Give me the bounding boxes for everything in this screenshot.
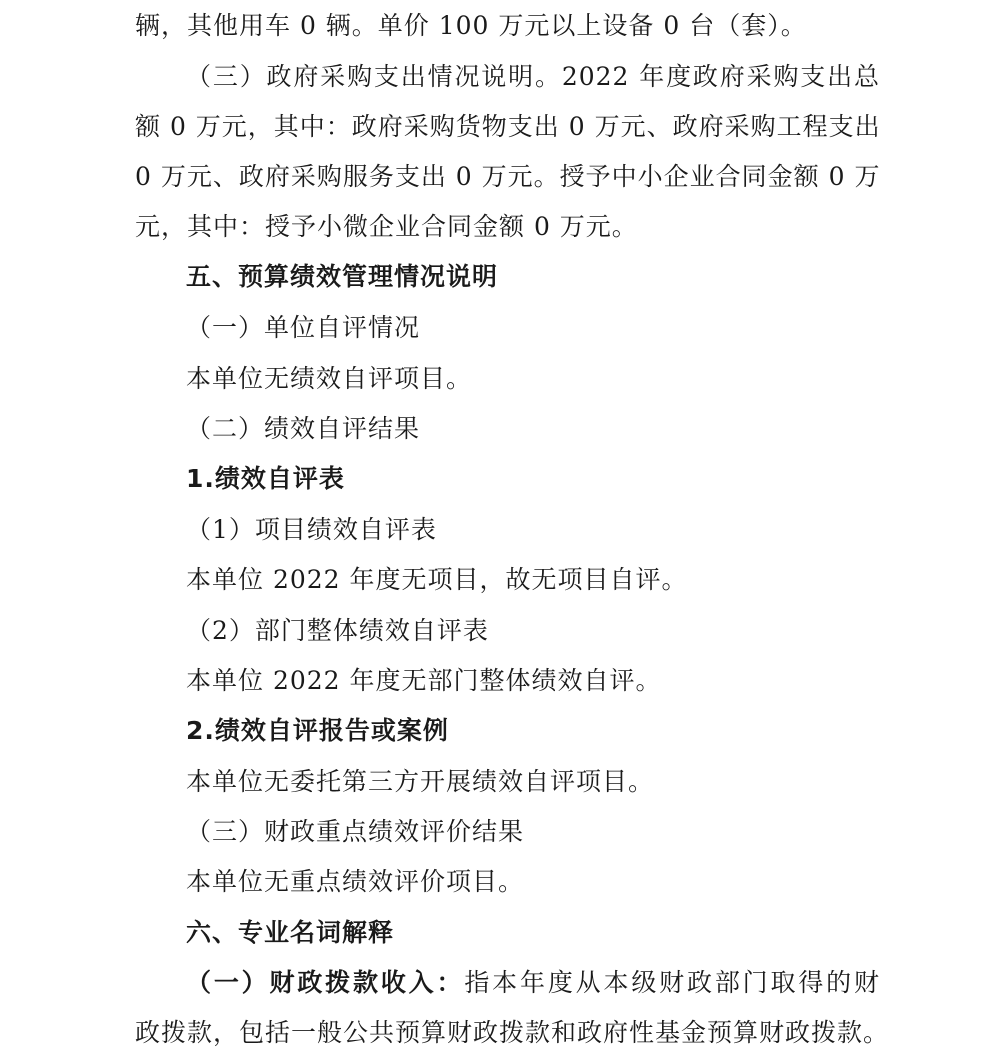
section-heading: 六、专业名词解释: [186, 918, 395, 947]
subsection-heading: （二）绩效自评结果: [186, 414, 421, 443]
item-heading: 2.绩效自评报告或案例: [186, 716, 449, 745]
subitem-heading: （2）部门整体绩效自评表: [186, 616, 489, 645]
paragraph-line: 本单位无重点绩效评价项目。: [186, 867, 525, 896]
paragraph-line: 本单位无绩效自评项目。: [186, 364, 473, 393]
section-heading: 五、预算绩效管理情况说明: [186, 262, 499, 291]
definition-line: [186, 968, 880, 998]
subsection-heading: （一）单位自评情况: [186, 313, 421, 342]
paragraph-line: 本单位 2022 年度无项目，故无项目自评。: [186, 565, 688, 594]
paragraph-line: 政拨款，包括一般公共预算财政拨款和政府性基金预算财政拨款。: [135, 1018, 890, 1047]
paragraph-line: 额 0 万元，其中：政府采购货物支出 0 万元、政府采购工程支出: [135, 112, 881, 141]
paragraph-line: （三）政府采购支出情况说明。2022 年度政府采购支出总: [186, 62, 880, 91]
paragraph-line: 本单位无委托第三方开展绩效自评项目。: [186, 767, 655, 796]
definition-text: 指本年度从本级财政部门取得的财: [464, 968, 880, 997]
paragraph-line: 辆，其他用车 0 辆。单价 100 万元以上设备 0 台（套）。: [135, 11, 807, 40]
subitem-heading: （1）项目绩效自评表: [186, 515, 437, 544]
definition-label: （一）财政拨款收入：: [186, 968, 465, 997]
paragraph-line: 0 万元、政府采购服务支出 0 万元。授予中小企业合同金额 0 万: [135, 162, 881, 191]
paragraph-line: 元，其中：授予小微企业合同金额 0 万元。: [135, 212, 638, 241]
paragraph-line: 本单位 2022 年度无部门整体绩效自评。: [186, 666, 662, 695]
item-heading: 1.绩效自评表: [186, 464, 345, 493]
subsection-heading: （三）财政重点绩效评价结果: [186, 817, 525, 846]
